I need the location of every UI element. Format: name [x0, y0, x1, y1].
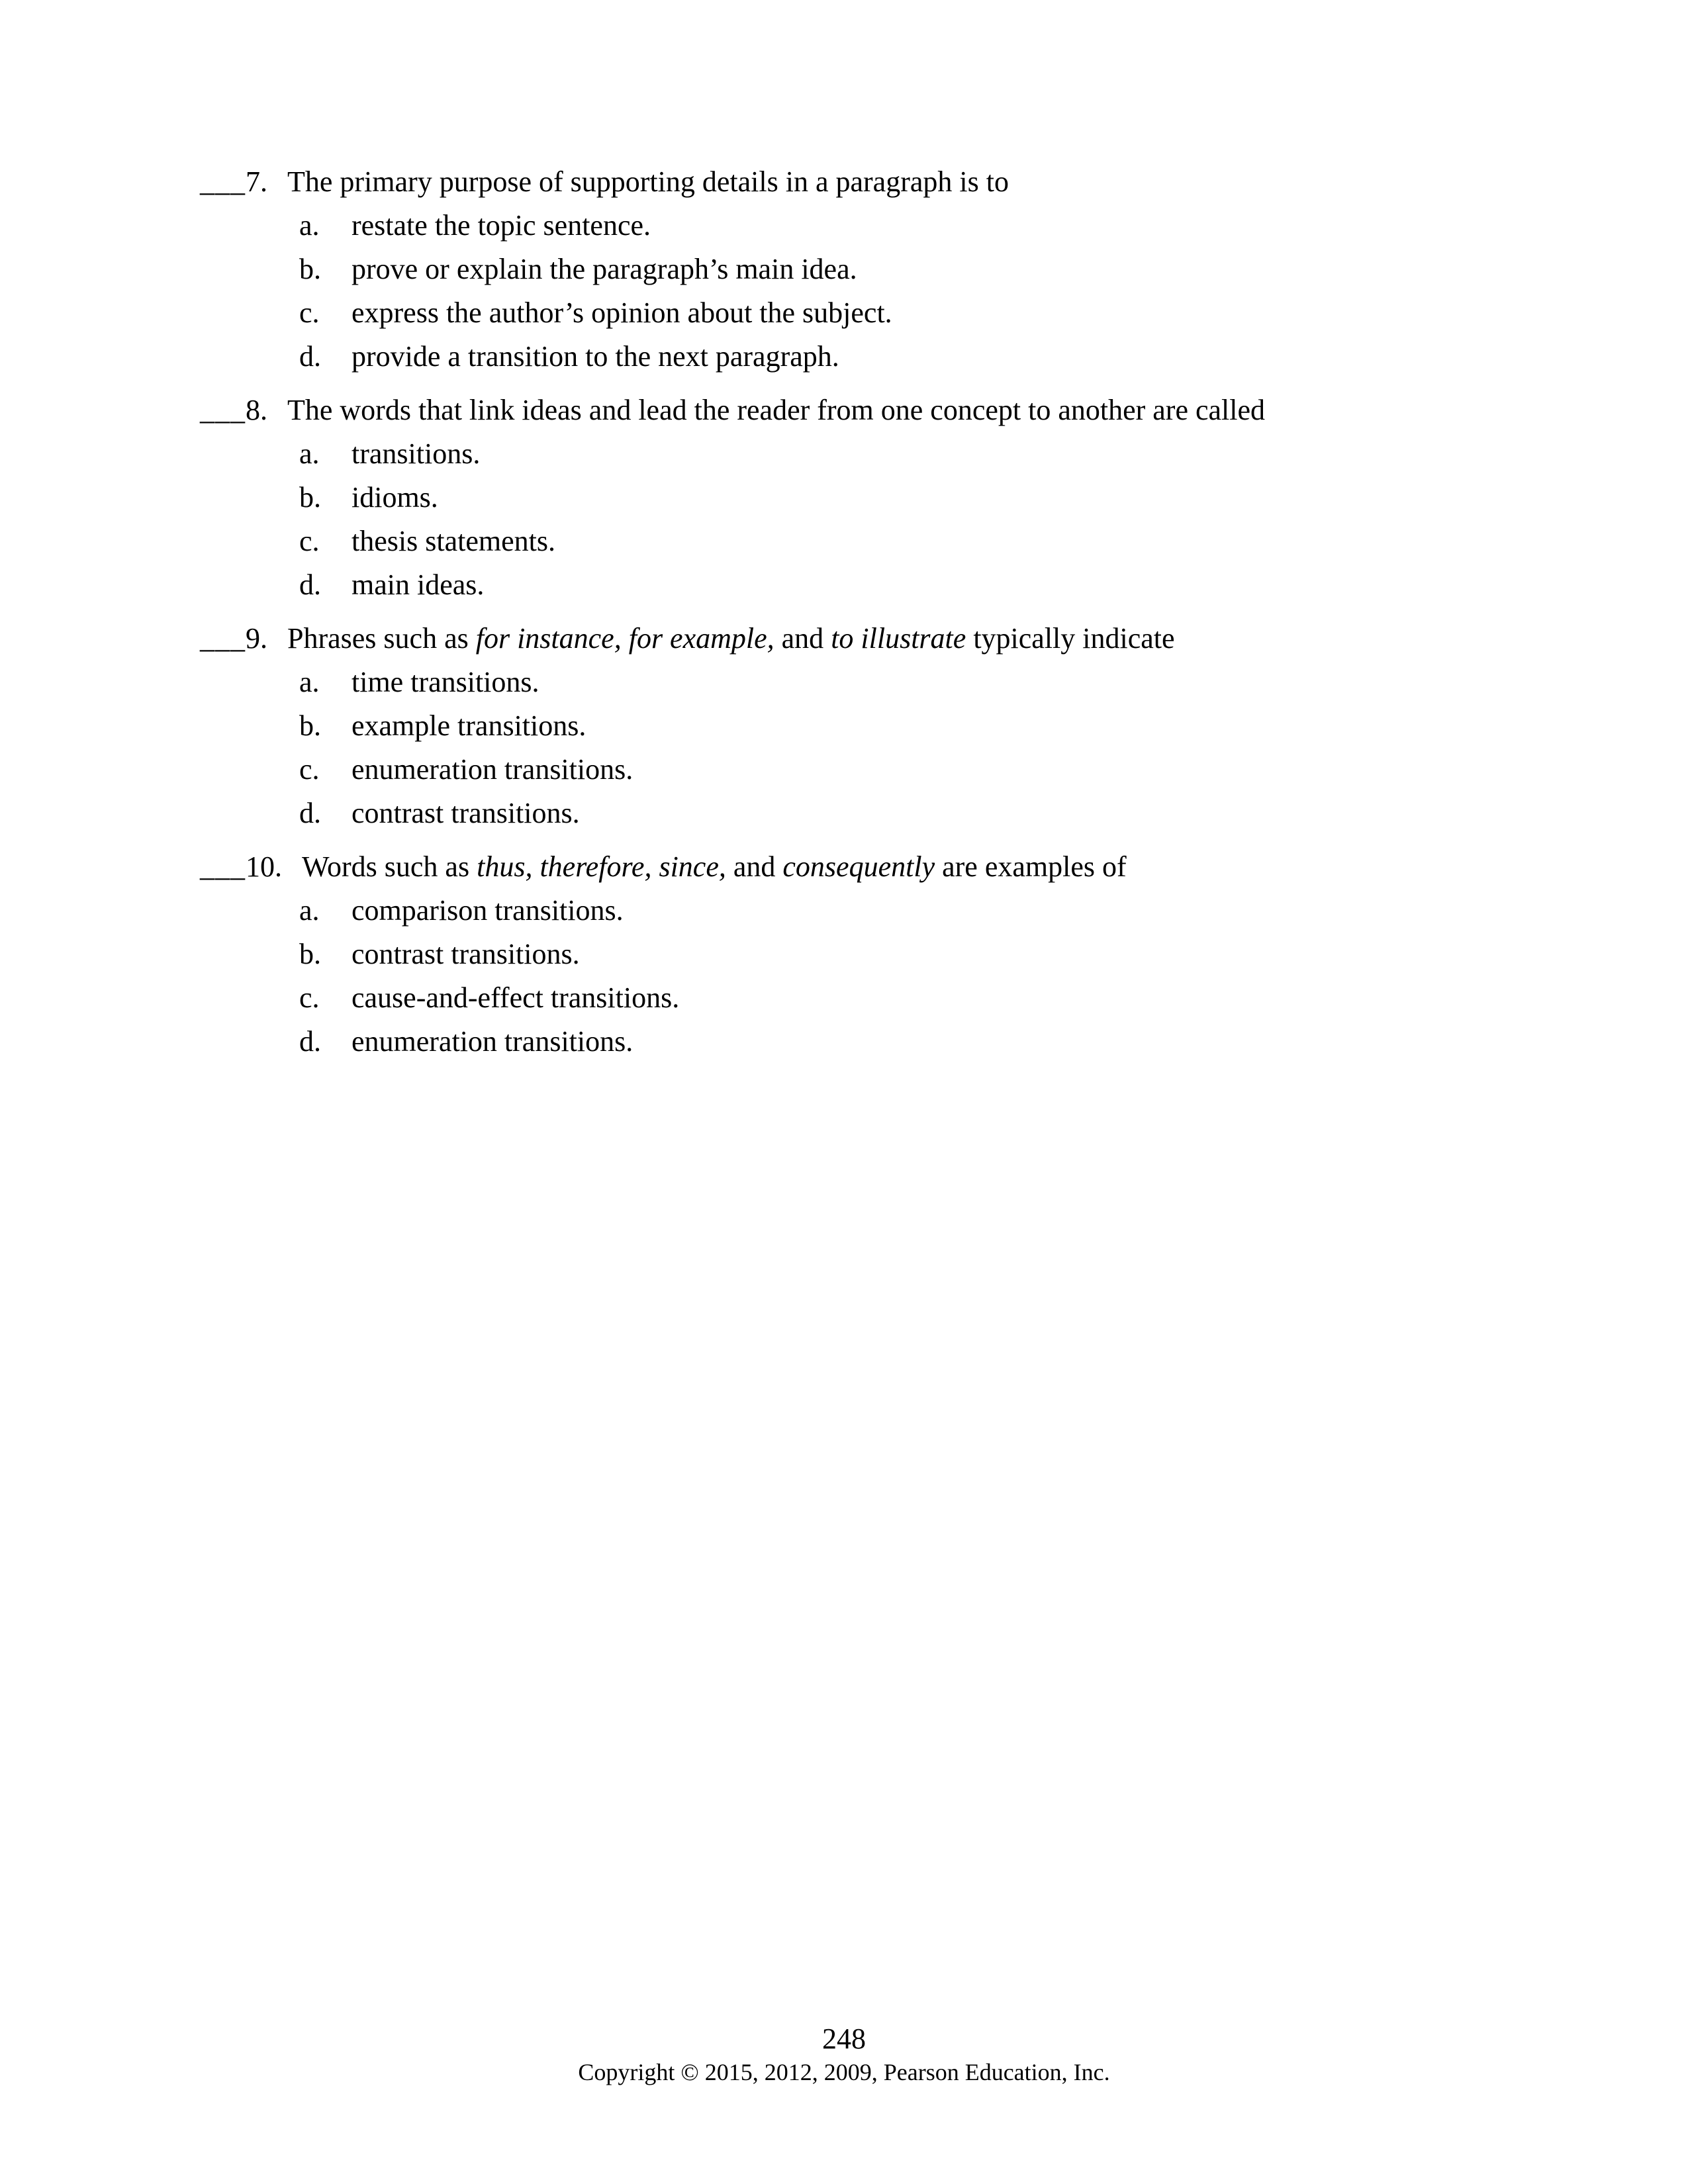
option-text: idioms. [352, 481, 438, 514]
option-text: prove or explain the paragraph’s main idea. [352, 253, 857, 285]
option-letter: a. [299, 437, 320, 470]
options-list [200, 432, 1530, 607]
option-text: enumeration transitions. [352, 753, 633, 786]
prompt-text: Phrases such as [287, 622, 476, 655]
question-line [200, 388, 1530, 432]
option-row [299, 520, 1530, 563]
option-row [299, 476, 1530, 520]
question-10 [200, 845, 1530, 1064]
question-8 [200, 388, 1530, 607]
option-row [299, 1020, 1530, 1064]
option-row [299, 976, 1530, 1020]
option-text: comparison transitions. [352, 894, 624, 927]
answer-blank: ___ [200, 850, 246, 883]
question-number: 8. [246, 394, 267, 426]
option-row [299, 563, 1530, 607]
options-list [200, 889, 1530, 1064]
option-text: cause-and-effect transitions. [352, 981, 680, 1014]
prompt-text: typically indicate [966, 622, 1175, 655]
option-letter: b. [299, 709, 321, 742]
question-line [200, 845, 1530, 889]
option-row [299, 704, 1530, 748]
option-letter: b. [299, 938, 321, 970]
option-letter: a. [299, 666, 320, 698]
prompt-text: are examples of [935, 850, 1127, 883]
prompt-text-italic: consequently [782, 850, 935, 883]
question-7 [200, 160, 1530, 379]
option-letter: d. [299, 797, 321, 829]
option-row [299, 792, 1530, 835]
prompt-text-italic: thus, therefore, since, [477, 850, 726, 883]
option-text: transitions. [352, 437, 481, 470]
question-prompt [287, 165, 1009, 198]
option-letter: c. [299, 753, 320, 786]
question-number: 9. [246, 622, 267, 655]
question-number: 10. [246, 850, 282, 883]
question-prompt [287, 394, 1265, 426]
option-text: contrast transitions. [352, 797, 580, 829]
prompt-text-italic: for instance, for example, [475, 622, 774, 655]
option-row [299, 335, 1530, 379]
prompt-text: The primary purpose of supporting details in a paragraph is to [287, 165, 1009, 198]
option-row [299, 248, 1530, 291]
prompt-text: and [726, 850, 783, 883]
option-text: main ideas. [352, 569, 485, 601]
option-letter: c. [299, 981, 320, 1014]
prompt-text-italic: to illustrate [831, 622, 966, 655]
option-letter: b. [299, 481, 321, 514]
prompt-text: and [774, 622, 831, 655]
option-row [299, 204, 1530, 248]
option-letter: d. [299, 340, 321, 373]
question-number: 7. [246, 165, 267, 198]
option-letter: b. [299, 253, 321, 285]
option-text: thesis statements. [352, 525, 555, 557]
question-prompt [287, 622, 1175, 655]
prompt-text: Words such as [302, 850, 477, 883]
question-9 [200, 617, 1530, 835]
question-line [200, 160, 1530, 204]
option-text: provide a transition to the next paragraph. [352, 340, 839, 373]
option-letter: d. [299, 1025, 321, 1058]
option-row [299, 432, 1530, 476]
option-row [299, 660, 1530, 704]
quiz-content [200, 160, 1530, 1064]
option-row [299, 291, 1530, 335]
prompt-text: The words that link ideas and lead the reader from one concept to another are called [287, 394, 1266, 426]
answer-blank: ___ [200, 394, 246, 426]
option-text: enumeration transitions. [352, 1025, 633, 1058]
options-list [200, 660, 1530, 835]
question-prompt [302, 850, 1127, 883]
option-row [299, 889, 1530, 933]
option-letter: a. [299, 894, 320, 927]
copyright-line: Copyright © 2015, 2012, 2009, Pearson Education, Inc. [578, 2059, 1110, 2085]
option-letter: c. [299, 525, 320, 557]
option-text: contrast transitions. [352, 938, 580, 970]
answer-blank: ___ [200, 165, 246, 198]
options-list [200, 204, 1530, 379]
option-row [299, 748, 1530, 792]
option-letter: a. [299, 209, 320, 242]
page-footer [0, 2023, 1688, 2087]
option-text: express the author’s opinion about the subject. [352, 296, 892, 329]
answer-blank: ___ [200, 622, 246, 655]
option-letter: d. [299, 569, 321, 601]
option-letter: c. [299, 296, 320, 329]
option-text: time transitions. [352, 666, 539, 698]
option-text: restate the topic sentence. [352, 209, 651, 242]
option-row [299, 933, 1530, 976]
question-line [200, 617, 1530, 660]
option-text: example transitions. [352, 709, 586, 742]
page-number: 248 [822, 2023, 866, 2055]
